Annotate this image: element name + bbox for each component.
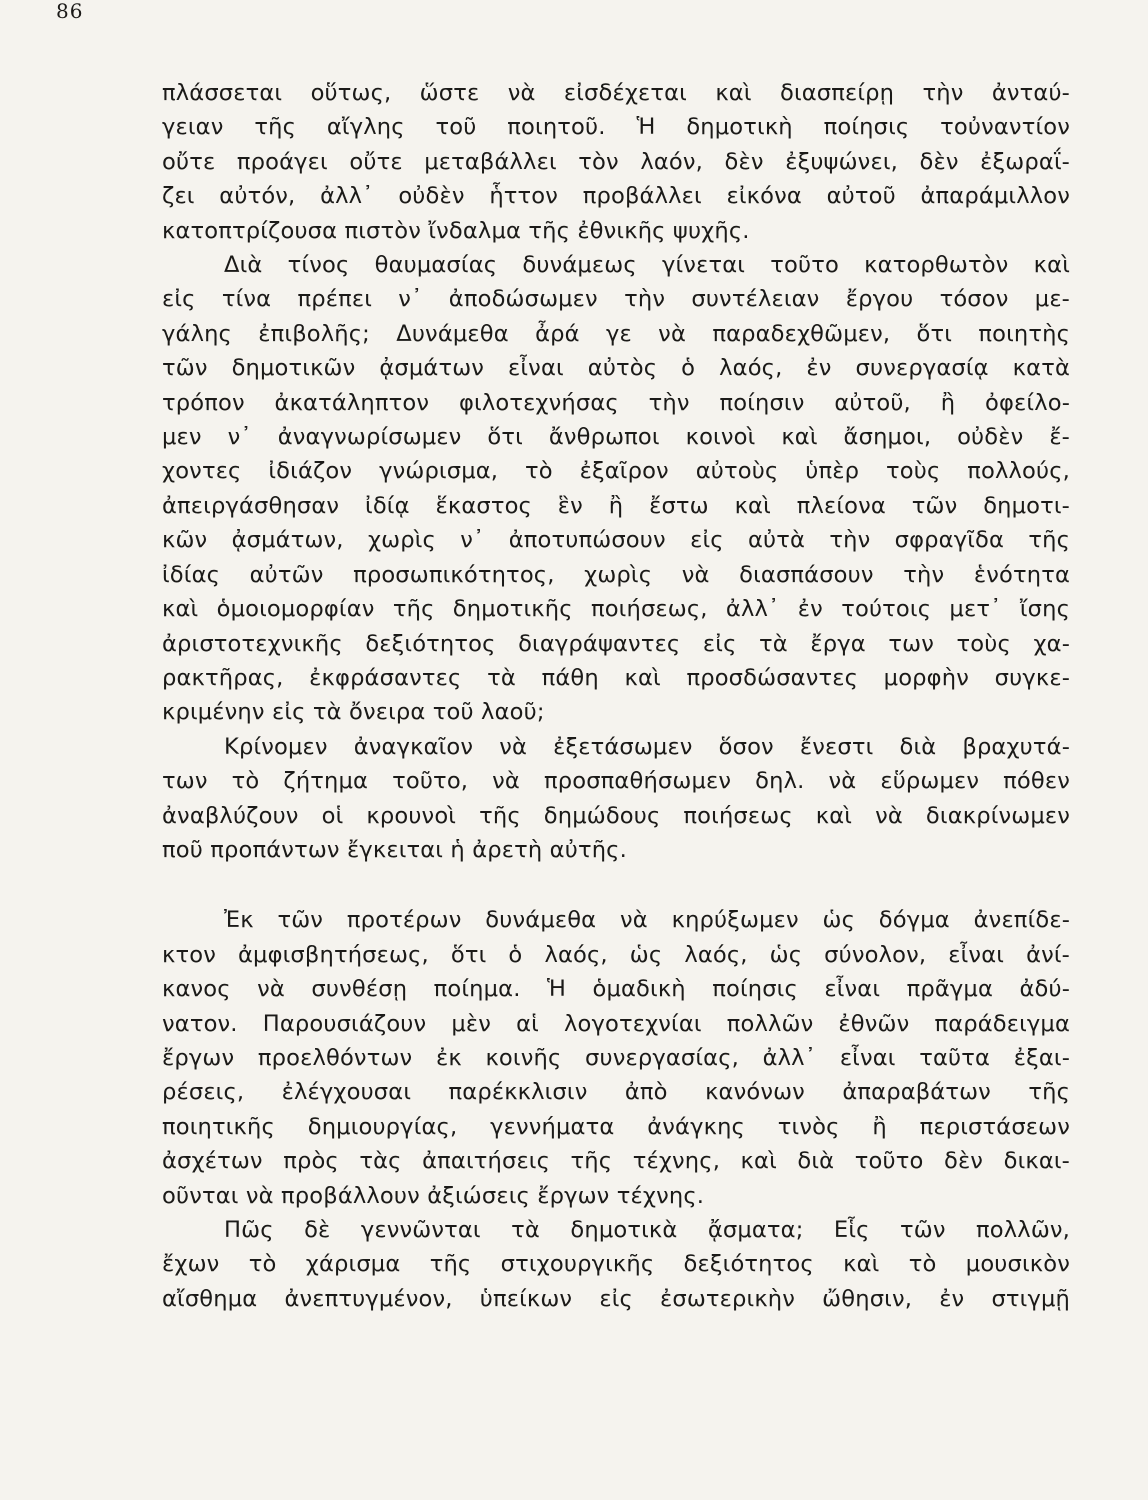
text-line: τρόπον ἀκατάληπτον φιλοτεχνήσας τὴν ποίησιν αὐτοῦ, ἢ ὀφείλο- bbox=[162, 389, 1070, 416]
text-line: Πῶς δὲ γεννῶνται τὰ δημοτικὰ ᾄσματα; Εἷς τῶν πολλῶν, bbox=[224, 1217, 1070, 1243]
text-line: οῦνται νὰ προβάλλουν ἀξιώσεις ἔργων τέχνης. bbox=[162, 1182, 705, 1209]
text-line: κανος νὰ συνθέσῃ ποίημα. Ἡ ὁμαδικὴ ποίησις εἶναι πρᾶγμα ἀδύ- bbox=[162, 976, 1070, 1003]
text-line: πλάσσεται οὕτως, ὥστε νὰ εἰσδέχεται καὶ διασπείρῃ τὴν ἀνταύ- bbox=[162, 80, 1070, 106]
text-line: μεν ν᾿ ἀναγνωρίσωμεν ὅτι ἄνθρωποι κοινοὶ καὶ ἄσημοι, οὐδὲν ἔ- bbox=[162, 424, 1070, 451]
text-line: κῶν ᾀσμάτων, χωρὶς ν᾿ ἀποτυπώσουν εἰς αὐτὰ τὴν σφραγῖδα τῆς bbox=[162, 527, 1070, 554]
page-number: 86 bbox=[56, 0, 84, 23]
paragraph bbox=[162, 903, 1070, 1213]
text-line: γάλης ἐπιβολῆς; Δυνάμεθα ἆρά γε νὰ παραδεχθῶμεν, ὅτι ποιητὴς bbox=[162, 320, 1070, 347]
text-line: ἰδίας αὐτῶν προσωπικότητος, χωρὶς νὰ διασπάσουν τὴν ἑνότητα bbox=[162, 561, 1070, 588]
text-line: τῶν δημοτικῶν ᾀσμάτων εἶναι αὐτὸς ὁ λαός, ἐν συνεργασίᾳ κατὰ bbox=[162, 355, 1070, 382]
text-line: ρέσεις, ἐλέγχουσαι παρέκκλισιν ἀπὸ κανόνων ἀπαραβάτων τῆς bbox=[162, 1079, 1070, 1106]
paragraph bbox=[162, 248, 1070, 730]
text-line: ἔχων τὸ χάρισμα τῆς στιχουργικῆς δεξιότητος καὶ τὸ μουσικὸν bbox=[162, 1251, 1070, 1278]
body-text bbox=[162, 76, 1070, 1316]
text-line: οὔτε προάγει οὔτε μεταβάλλει τὸν λαόν, δὲν ἐξυψώνει, δὲν ἐξωραΐ- bbox=[162, 148, 1070, 175]
paragraph bbox=[162, 76, 1070, 248]
text-line: αἴσθημα ἀνεπτυγμένον, ὑπείκων εἰς ἐσωτερικὴν ὤθησιν, ἐν στιγμῇ bbox=[162, 1285, 1070, 1312]
text-line: Διὰ τίνος θαυμασίας δυνάμεως γίνεται τοῦτο κατορθωτὸν καὶ bbox=[224, 252, 1070, 279]
text-line: των τὸ ζήτημα τοῦτο, νὰ προσπαθήσωμεν δηλ. νὰ εὕρωμεν πόθεν bbox=[162, 768, 1070, 795]
text-line: ρακτῆρας, ἐκφράσαντες τὰ πάθη καὶ προσδώσαντες μορφὴν συγκε- bbox=[162, 664, 1070, 691]
text-line: Ἐκ τῶν προτέρων δυνάμεθα νὰ κηρύξωμεν ὡς δόγμα ἀνεπίδε- bbox=[224, 907, 1070, 934]
text-line: εἰς τίνα πρέπει ν᾿ ἀποδώσωμεν τὴν συντέλειαν ἔργου τόσον με- bbox=[162, 286, 1070, 313]
text-line: ποιητικῆς δημιουργίας, γεννήματα ἀνάγκης τινὸς ἢ περιστάσεων bbox=[162, 1113, 1070, 1140]
text-line: κριμένην εἰς τὰ ὄνειρα τοῦ λαοῦ; bbox=[162, 699, 545, 726]
text-line: ἀσχέτων πρὸς τὰς ἀπαιτήσεις τῆς τέχνης, καὶ διὰ τοῦτο δὲν δικαι- bbox=[162, 1148, 1070, 1175]
text-line: ποῦ προπάντων ἔγκειται ἡ ἀρετὴ αὐτῆς. bbox=[162, 836, 627, 863]
text-line: ζει αὐτόν, ἀλλ᾿ οὐδὲν ἧττον προβάλλει εἰκόνα αὐτοῦ ἀπαράμιλλον bbox=[162, 183, 1070, 210]
text-line: ἀπειργάσθησαν ἰδίᾳ ἕκαστος ἓν ἢ ἔστω καὶ πλείονα τῶν δημοτι- bbox=[162, 492, 1070, 519]
text-line: ἀναβλύζουν οἱ κρουνοὶ τῆς δημώδους ποιήσεως καὶ νὰ διακρίνωμεν bbox=[162, 802, 1070, 829]
text-line: νατον. Παρουσιάζουν μὲν αἱ λογοτεχνίαι πολλῶν ἐθνῶν παράδειγμα bbox=[162, 1010, 1070, 1037]
text-line: κτον ἀμφισβητήσεως, ὅτι ὁ λαός, ὡς λαός, ὡς σύνολον, εἶναι ἀνί- bbox=[162, 941, 1070, 968]
text-line: χοντες ἰδιάζον γνώρισμα, τὸ ἐξαῖρον αὐτοὺς ὑπὲρ τοὺς πολλούς, bbox=[162, 458, 1070, 485]
text-line: Κρίνομεν ἀναγκαῖον νὰ ἐξετάσωμεν ὅσον ἔνεστι διὰ βραχυτά- bbox=[224, 733, 1070, 760]
text-line: κατοπτρίζουσα πιστὸν ἴνδαλμα τῆς ἐθνικῆς ψυχῆς. bbox=[162, 217, 750, 244]
text-line: ἀριστοτεχνικῆς δεξιότητος διαγράψαντες εἰς τὰ ἔργα των τοὺς χα- bbox=[162, 630, 1070, 657]
paragraph bbox=[162, 1213, 1070, 1316]
paragraph bbox=[162, 730, 1070, 868]
section-gap bbox=[162, 867, 1070, 903]
text-line: καὶ ὁμοιομορφίαν τῆς δημοτικῆς ποιήσεως, ἀλλ᾿ ἐν τούτοις μετ᾿ ἴσης bbox=[162, 596, 1070, 623]
text-line: ἔργων προελθόντων ἐκ κοινῆς συνεργασίας, ἀλλ᾿ εἶναι ταῦτα ἐξαι- bbox=[162, 1044, 1070, 1071]
text-line: γειαν τῆς αἴγλης τοῦ ποιητοῦ. Ἡ δημοτικὴ ποίησις τοὐναντίον bbox=[162, 114, 1070, 141]
